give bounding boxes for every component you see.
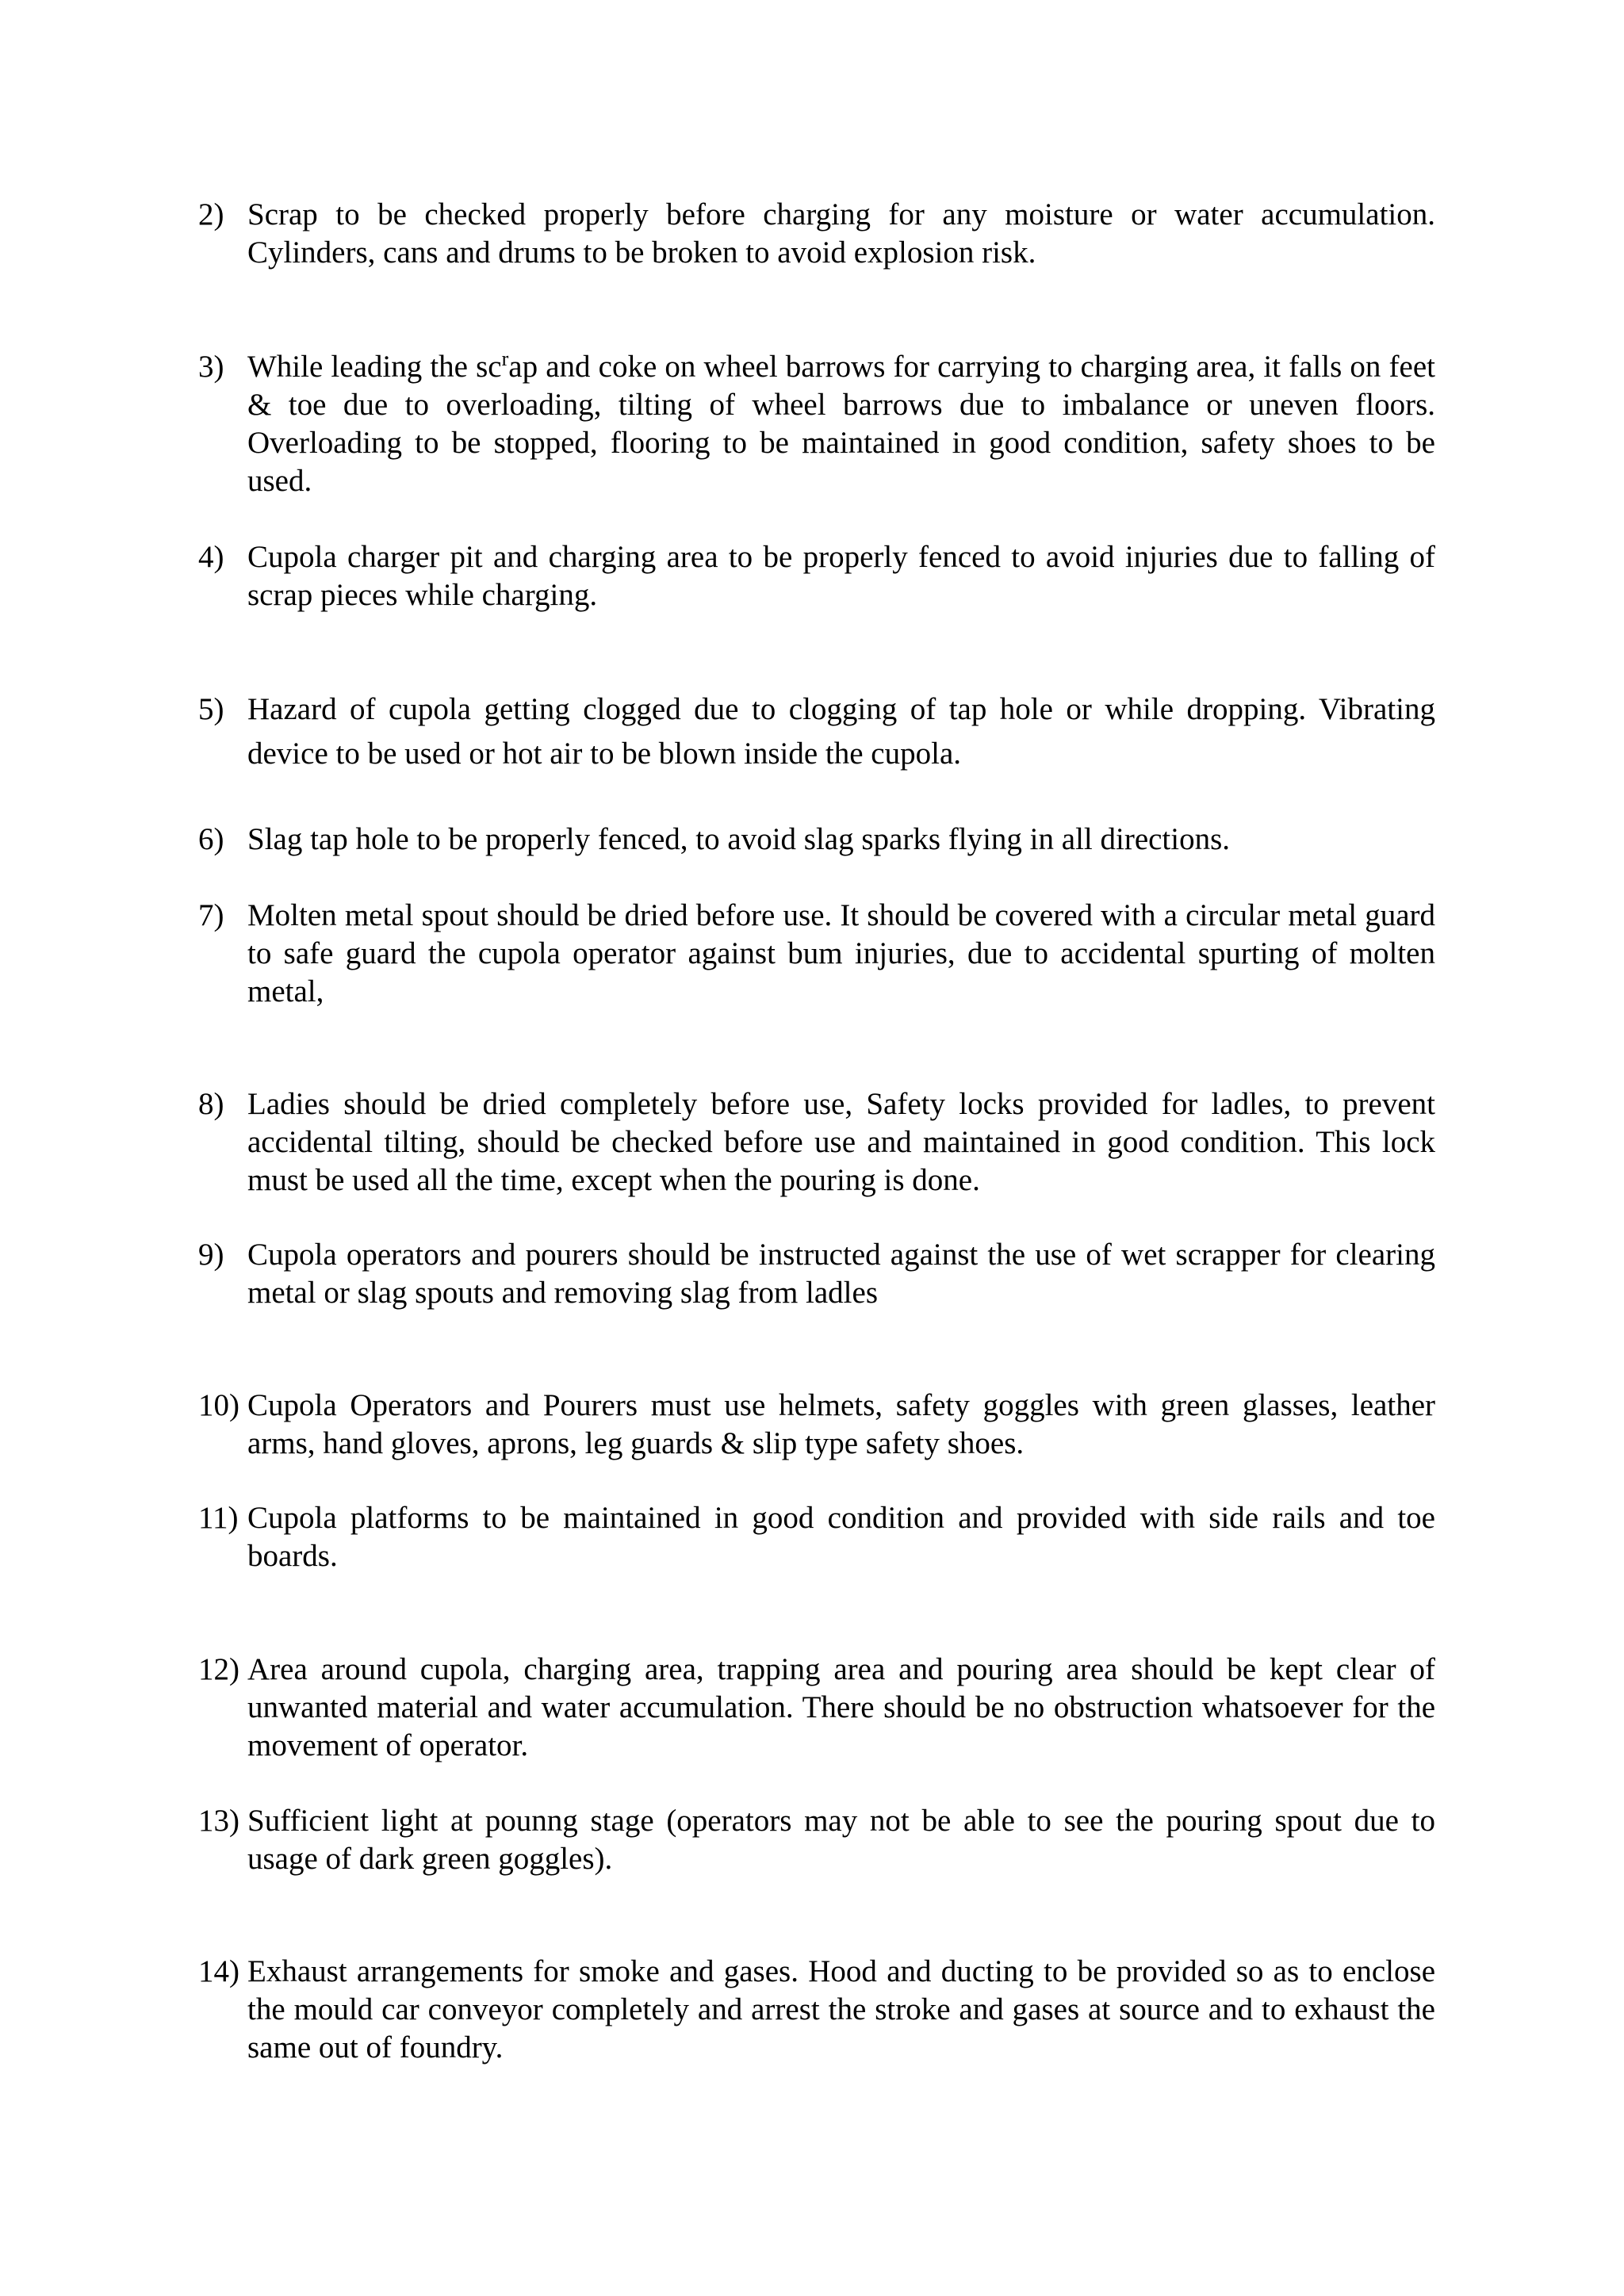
item-text: Slag tap hole to be properly fenced, to avoid slag sparks flying in all directions. xyxy=(247,822,1231,856)
item-text: Scrap to be checked properly before charging for any moisture or water accumulation. Cylinders, cans and drums to be broken to avoid explosion risk. xyxy=(247,197,1435,270)
list-item-12 xyxy=(198,1651,1435,1765)
item-number: 14) xyxy=(198,1954,239,1988)
item-number: 11) xyxy=(198,1501,239,1535)
item-number: 13) xyxy=(198,1804,239,1838)
list-item-7 xyxy=(198,897,1435,1011)
item-text: Cupola charger pit and charging area to be properly fenced to avoid injuries due to falling of scrap pieces while charging. xyxy=(247,540,1435,612)
item-text: Cupola platforms to be maintained in good condition and provided with side rails and toe boards. xyxy=(247,1501,1435,1573)
list-item-4 xyxy=(198,538,1435,614)
list-item-3 xyxy=(198,348,1435,500)
item-number: 8) xyxy=(198,1087,224,1121)
item-number: 4) xyxy=(198,540,224,574)
item-number: 12) xyxy=(198,1652,239,1686)
item-text: Cupola operators and pourers should be instructed against the use of wet scrapper for clearing metal or slag spouts and removing slag from ladles xyxy=(247,1238,1435,1310)
item-text: Cupola Operators and Pourers must use helmets, safety goggles with green glasses, leather arms, hand gloves, aprons, leg guards & slip type safety shoes. xyxy=(247,1388,1435,1460)
item-number: 9) xyxy=(198,1238,224,1272)
list-item-11 xyxy=(198,1499,1435,1575)
item-text: Sufficient light at pounng stage (operators may not be able to see the pouring spout due to usage of dark green goggles). xyxy=(247,1804,1435,1876)
list-item-5 xyxy=(198,687,1435,776)
superscript-letter: r xyxy=(501,347,509,370)
item-text: Molten metal spout should be dried before use. It should be covered with a circular metal guard to safe guard the cupola operator against bum injuries, due to accidental spurting of molten metal, xyxy=(247,898,1435,1008)
item-text-part: ap and coke on wheel barrows for carrying to charging area, it falls on feet & toe due to overloading, tilting of wheel barrows due to imbalance or uneven floors. Overloading to be stopped, flooring to be maintained in good condition, safety shoes to be used. xyxy=(247,350,1435,498)
list-item-14 xyxy=(198,1953,1435,2067)
list-item-9 xyxy=(198,1236,1435,1312)
item-number: 6) xyxy=(198,822,224,856)
item-number: 3) xyxy=(198,350,224,384)
item-text-part: While leading the sc xyxy=(247,350,502,384)
item-text: Exhaust arrangements for smoke and gases. Hood and ducting to be provided so as to enclose the mould car conveyor completely and arrest the stroke and gases at source and to exhaust the same out of foundry. xyxy=(247,1954,1435,2064)
item-text: Hazard of cupola getting clogged due to clogging of tap hole or while dropping. Vibrating device to be used or hot air to be blown inside the cupola. xyxy=(247,692,1435,771)
item-number: 2) xyxy=(198,197,224,232)
list-item-6 xyxy=(198,821,1435,859)
item-text xyxy=(247,348,1435,500)
list-item-10 xyxy=(198,1387,1435,1463)
item-number: 10) xyxy=(198,1388,239,1422)
item-number: 5) xyxy=(198,692,224,726)
item-text: Area around cupola, charging area, trapping area and pouring area should be kept clear of unwanted material and water accumulation. There should be no obstruction whatsoever for the movement of operator. xyxy=(247,1652,1435,1762)
item-number: 7) xyxy=(198,898,224,932)
item-text: Ladies should be dried completely before use, Safety locks provided for ladles, to prevent accidental tilting, should be checked before use and maintained in good condition. This lock must be used all the time, except when the pouring is done. xyxy=(247,1087,1435,1197)
list-item-13 xyxy=(198,1802,1435,1878)
list-item-8 xyxy=(198,1085,1435,1200)
list-item-2 xyxy=(198,196,1435,272)
